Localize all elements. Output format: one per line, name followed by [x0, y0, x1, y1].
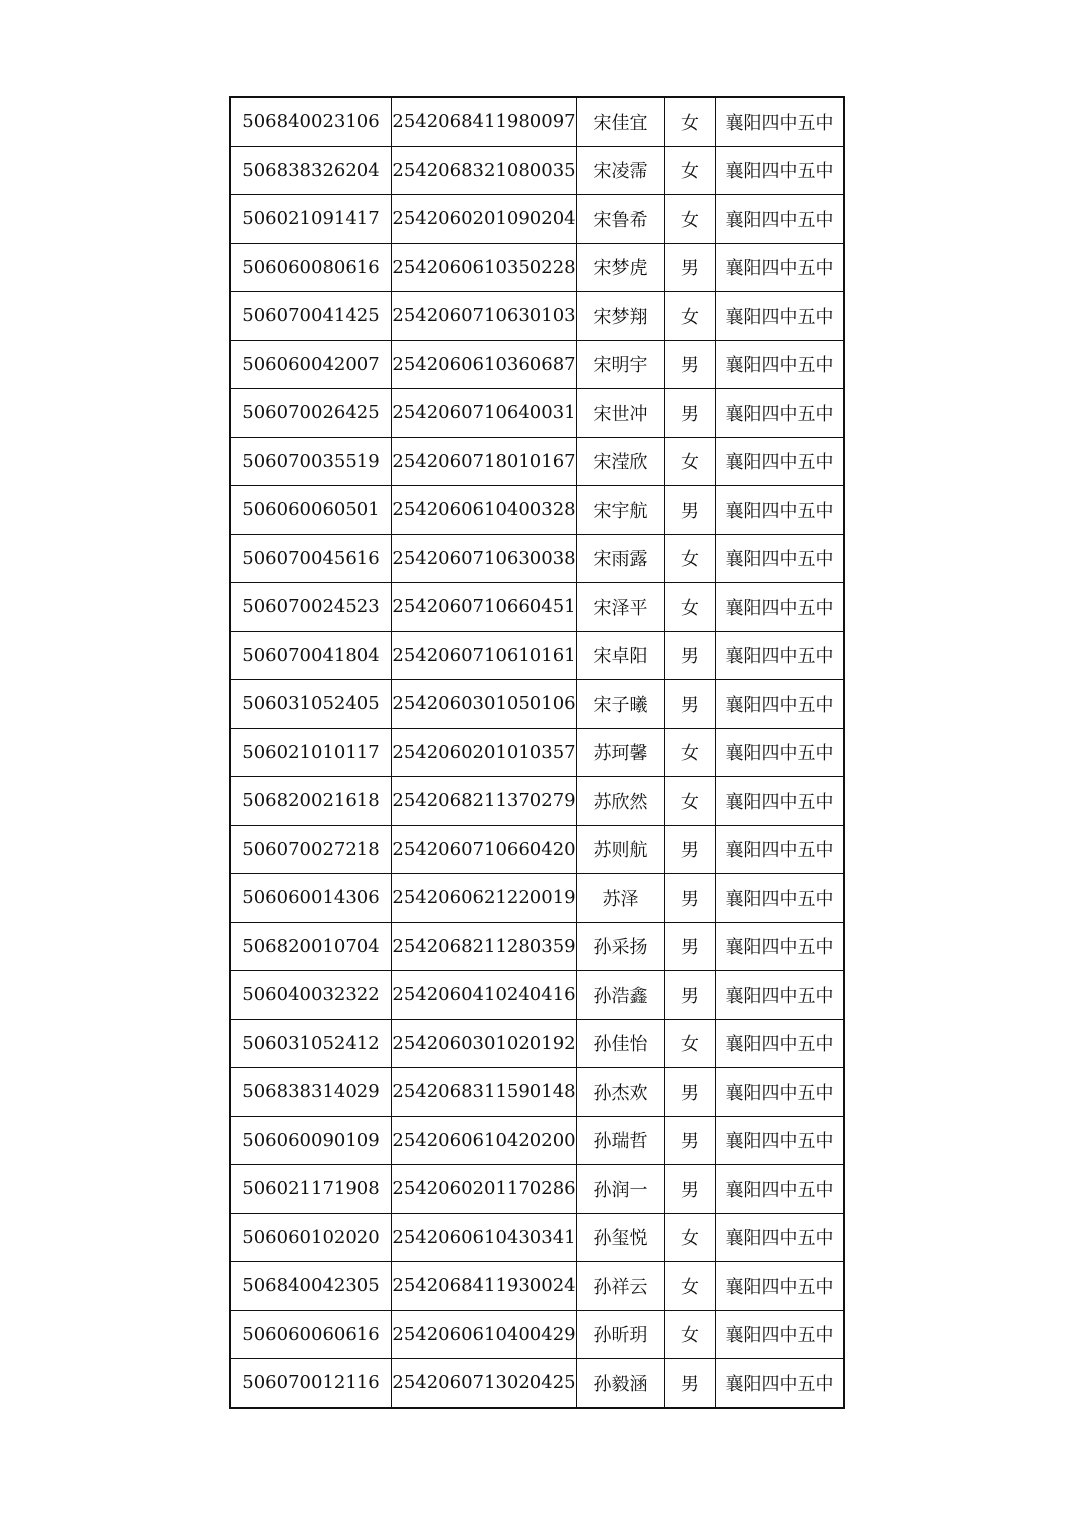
student-id-cell: 2542060710630103 — [392, 292, 577, 341]
school-cell: 襄阳四中五中 — [716, 631, 845, 680]
table-row — [230, 631, 844, 680]
exam-number-cell: 506840042305 — [230, 1262, 392, 1311]
school-cell: 襄阳四中五中 — [716, 1116, 845, 1165]
gender-cell: 女 — [665, 728, 716, 777]
student-id-cell: 2542060610430341 — [392, 1213, 577, 1262]
exam-number-cell: 506070041425 — [230, 292, 392, 341]
name-cell: 宋世冲 — [577, 389, 665, 438]
student-id-cell: 2542060713020425 — [392, 1359, 577, 1408]
school-cell: 襄阳四中五中 — [716, 292, 845, 341]
student-id-cell: 2542060710630038 — [392, 534, 577, 583]
student-id-cell: 2542060710660451 — [392, 583, 577, 632]
exam-number-cell: 506060014306 — [230, 874, 392, 923]
school-cell: 襄阳四中五中 — [716, 437, 845, 486]
table-row — [230, 195, 844, 244]
exam-number-cell: 506070035519 — [230, 437, 392, 486]
gender-cell: 男 — [665, 243, 716, 292]
name-cell: 宋佳宜 — [577, 97, 665, 146]
gender-cell: 女 — [665, 1019, 716, 1068]
school-cell: 襄阳四中五中 — [716, 1359, 845, 1408]
exam-number-cell: 506838314029 — [230, 1068, 392, 1117]
exam-number-cell: 506060102020 — [230, 1213, 392, 1262]
name-cell: 苏则航 — [577, 825, 665, 874]
school-cell: 襄阳四中五中 — [716, 1262, 845, 1311]
table-row — [230, 340, 844, 389]
name-cell: 孙祥云 — [577, 1262, 665, 1311]
table-row — [230, 777, 844, 826]
student-id-cell: 2542060610360687 — [392, 340, 577, 389]
school-cell: 襄阳四中五中 — [716, 146, 845, 195]
student-id-cell: 2542060710640031 — [392, 389, 577, 438]
exam-number-cell: 506070026425 — [230, 389, 392, 438]
gender-cell: 女 — [665, 583, 716, 632]
exam-number-cell: 506060090109 — [230, 1116, 392, 1165]
name-cell: 宋鲁希 — [577, 195, 665, 244]
student-id-cell: 2542060301020192 — [392, 1019, 577, 1068]
school-cell: 襄阳四中五中 — [716, 1068, 845, 1117]
school-cell: 襄阳四中五中 — [716, 922, 845, 971]
exam-number-cell: 506031052412 — [230, 1019, 392, 1068]
table-row — [230, 583, 844, 632]
gender-cell: 女 — [665, 195, 716, 244]
name-cell: 宋滢欣 — [577, 437, 665, 486]
name-cell: 宋宇航 — [577, 486, 665, 535]
name-cell: 宋雨露 — [577, 534, 665, 583]
exam-number-cell: 506070041804 — [230, 631, 392, 680]
gender-cell: 男 — [665, 340, 716, 389]
exam-number-cell: 506060042007 — [230, 340, 392, 389]
name-cell: 孙毅涵 — [577, 1359, 665, 1408]
student-id-cell: 2542060201010357 — [392, 728, 577, 777]
school-cell: 襄阳四中五中 — [716, 583, 845, 632]
exam-number-cell: 506040032322 — [230, 971, 392, 1020]
name-cell: 宋梦翔 — [577, 292, 665, 341]
name-cell: 宋明宇 — [577, 340, 665, 389]
name-cell: 苏泽 — [577, 874, 665, 923]
gender-cell: 男 — [665, 1068, 716, 1117]
table-row — [230, 243, 844, 292]
student-id-cell: 2542060301050106 — [392, 680, 577, 729]
name-cell: 孙润一 — [577, 1165, 665, 1214]
roster-table — [229, 96, 845, 1409]
student-id-cell: 2542068321080035 — [392, 146, 577, 195]
student-id-cell: 2542068211370279 — [392, 777, 577, 826]
table-row — [230, 1359, 844, 1408]
table-row — [230, 680, 844, 729]
school-cell: 襄阳四中五中 — [716, 825, 845, 874]
school-cell: 襄阳四中五中 — [716, 486, 845, 535]
gender-cell: 男 — [665, 486, 716, 535]
school-cell: 襄阳四中五中 — [716, 971, 845, 1020]
exam-number-cell: 506070012116 — [230, 1359, 392, 1408]
gender-cell: 男 — [665, 1359, 716, 1408]
gender-cell: 男 — [665, 1116, 716, 1165]
name-cell: 孙杰欢 — [577, 1068, 665, 1117]
student-id-cell: 2542060610350228 — [392, 243, 577, 292]
name-cell: 宋梦虎 — [577, 243, 665, 292]
table-row — [230, 146, 844, 195]
school-cell: 襄阳四中五中 — [716, 97, 845, 146]
gender-cell: 男 — [665, 971, 716, 1020]
table-row — [230, 534, 844, 583]
gender-cell: 男 — [665, 631, 716, 680]
exam-number-cell: 506060060501 — [230, 486, 392, 535]
exam-number-cell: 506840023106 — [230, 97, 392, 146]
exam-number-cell: 506820010704 — [230, 922, 392, 971]
exam-number-cell: 506820021618 — [230, 777, 392, 826]
student-id-cell: 2542060201170286 — [392, 1165, 577, 1214]
gender-cell: 女 — [665, 1310, 716, 1359]
gender-cell: 女 — [665, 534, 716, 583]
exam-number-cell: 506021091417 — [230, 195, 392, 244]
gender-cell: 女 — [665, 97, 716, 146]
exam-number-cell: 506070045616 — [230, 534, 392, 583]
school-cell: 襄阳四中五中 — [716, 389, 845, 438]
name-cell: 苏欣然 — [577, 777, 665, 826]
school-cell: 襄阳四中五中 — [716, 1310, 845, 1359]
exam-number-cell: 506021171908 — [230, 1165, 392, 1214]
student-id-cell: 2542060710660420 — [392, 825, 577, 874]
school-cell: 襄阳四中五中 — [716, 534, 845, 583]
table-row — [230, 389, 844, 438]
exam-number-cell: 506838326204 — [230, 146, 392, 195]
student-id-cell: 2542060718010167 — [392, 437, 577, 486]
student-id-cell: 2542060610420200 — [392, 1116, 577, 1165]
gender-cell: 男 — [665, 389, 716, 438]
table-row — [230, 97, 844, 146]
school-cell: 襄阳四中五中 — [716, 728, 845, 777]
school-cell: 襄阳四中五中 — [716, 195, 845, 244]
gender-cell: 女 — [665, 146, 716, 195]
roster-table-body — [230, 97, 844, 1408]
school-cell: 襄阳四中五中 — [716, 680, 845, 729]
name-cell: 宋卓阳 — [577, 631, 665, 680]
table-row — [230, 1213, 844, 1262]
student-id-cell: 2542060201090204 — [392, 195, 577, 244]
name-cell: 宋子曦 — [577, 680, 665, 729]
gender-cell: 男 — [665, 825, 716, 874]
name-cell: 孙瑞哲 — [577, 1116, 665, 1165]
student-id-cell: 2542068411980097 — [392, 97, 577, 146]
table-row — [230, 1310, 844, 1359]
gender-cell: 男 — [665, 680, 716, 729]
table-row — [230, 874, 844, 923]
name-cell: 孙采扬 — [577, 922, 665, 971]
gender-cell: 男 — [665, 1165, 716, 1214]
name-cell: 孙玺悦 — [577, 1213, 665, 1262]
exam-number-cell: 506021010117 — [230, 728, 392, 777]
student-id-cell: 2542060410240416 — [392, 971, 577, 1020]
name-cell: 孙浩鑫 — [577, 971, 665, 1020]
gender-cell: 女 — [665, 292, 716, 341]
school-cell: 襄阳四中五中 — [716, 1019, 845, 1068]
school-cell: 襄阳四中五中 — [716, 874, 845, 923]
student-id-cell: 2542068211280359 — [392, 922, 577, 971]
school-cell: 襄阳四中五中 — [716, 777, 845, 826]
table-row — [230, 486, 844, 535]
school-cell: 襄阳四中五中 — [716, 1213, 845, 1262]
table-row — [230, 437, 844, 486]
school-cell: 襄阳四中五中 — [716, 243, 845, 292]
table-row — [230, 1019, 844, 1068]
table-row — [230, 971, 844, 1020]
school-cell: 襄阳四中五中 — [716, 1165, 845, 1214]
exam-number-cell: 506070027218 — [230, 825, 392, 874]
student-id-cell: 2542060710610161 — [392, 631, 577, 680]
table-row — [230, 1262, 844, 1311]
gender-cell: 男 — [665, 922, 716, 971]
student-id-cell: 2542068311590148 — [392, 1068, 577, 1117]
table-row — [230, 922, 844, 971]
name-cell: 孙昕玥 — [577, 1310, 665, 1359]
table-row — [230, 825, 844, 874]
exam-number-cell: 506070024523 — [230, 583, 392, 632]
table-row — [230, 728, 844, 777]
name-cell: 宋泽平 — [577, 583, 665, 632]
exam-number-cell: 506060060616 — [230, 1310, 392, 1359]
gender-cell: 女 — [665, 777, 716, 826]
table-row — [230, 1068, 844, 1117]
student-id-cell: 2542068411930024 — [392, 1262, 577, 1311]
table-row — [230, 1165, 844, 1214]
table-row — [230, 292, 844, 341]
table-row — [230, 1116, 844, 1165]
exam-number-cell: 506031052405 — [230, 680, 392, 729]
gender-cell: 女 — [665, 1213, 716, 1262]
gender-cell: 女 — [665, 1262, 716, 1311]
student-id-cell: 2542060610400429 — [392, 1310, 577, 1359]
gender-cell: 女 — [665, 437, 716, 486]
name-cell: 苏珂馨 — [577, 728, 665, 777]
name-cell: 孙佳怡 — [577, 1019, 665, 1068]
school-cell: 襄阳四中五中 — [716, 340, 845, 389]
student-id-cell: 2542060610400328 — [392, 486, 577, 535]
gender-cell: 男 — [665, 874, 716, 923]
student-id-cell: 2542060621220019 — [392, 874, 577, 923]
exam-number-cell: 506060080616 — [230, 243, 392, 292]
name-cell: 宋凌霈 — [577, 146, 665, 195]
